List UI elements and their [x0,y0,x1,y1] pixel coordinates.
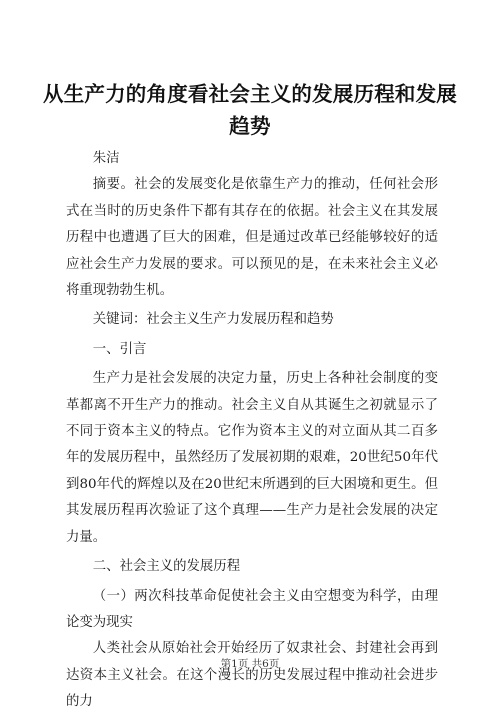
keywords-line: 关键词：社会主义生产力发展历程和趋势 [92,312,334,328]
document-body [66,146,438,716]
page-number-footer: 第1页 共6页 [220,658,280,670]
section-heading-introduction: 一、引言 [92,341,147,357]
author-name: 朱洁 [92,151,120,166]
introduction-paragraph: 生产力是社会发展的决定力量，历史上各种社会制度的变革都离不开生产力的推动。社会主义自从其诞生之初就显示了不同于资本主义的特点。它作为资本主义的对立面从其二百多年的发展历程中，虽然经历了发展初期的艰难，20世纪50年代到80年代的辉煌以及在20世纪末所遇到的巨大困境和更生。但其发展历程再次验证了这个真理——生产力是社会发展的决定力量。 [66,371,438,545]
subsection-heading: （一）两次科技革命促使社会主义由空想变为科学，由理论变为现实 [66,588,438,630]
abstract-paragraph: 摘要。社会的发展变化是依靠生产力的推动，任何社会形式在当时的历史条件下都有其存在的依据。社会主义在其发展历程中也遭遇了巨大的困难，但是通过改革已经能够较好的适应社会生产力发展的要求。可以预见的是，在未来社会主义必将重现勃勃生机。 [66,177,438,299]
body-paragraph: 人类社会从原始社会开始经历了奴隶社会、封建社会再到达资本主义社会。在这个漫长的历史发展过程中推动社会进步的力 [66,641,438,710]
document-title: 从生产力的角度看社会主义的发展历程和发展趋势 [43,82,457,138]
section-heading-development: 二、社会主义的发展历程 [92,559,241,575]
